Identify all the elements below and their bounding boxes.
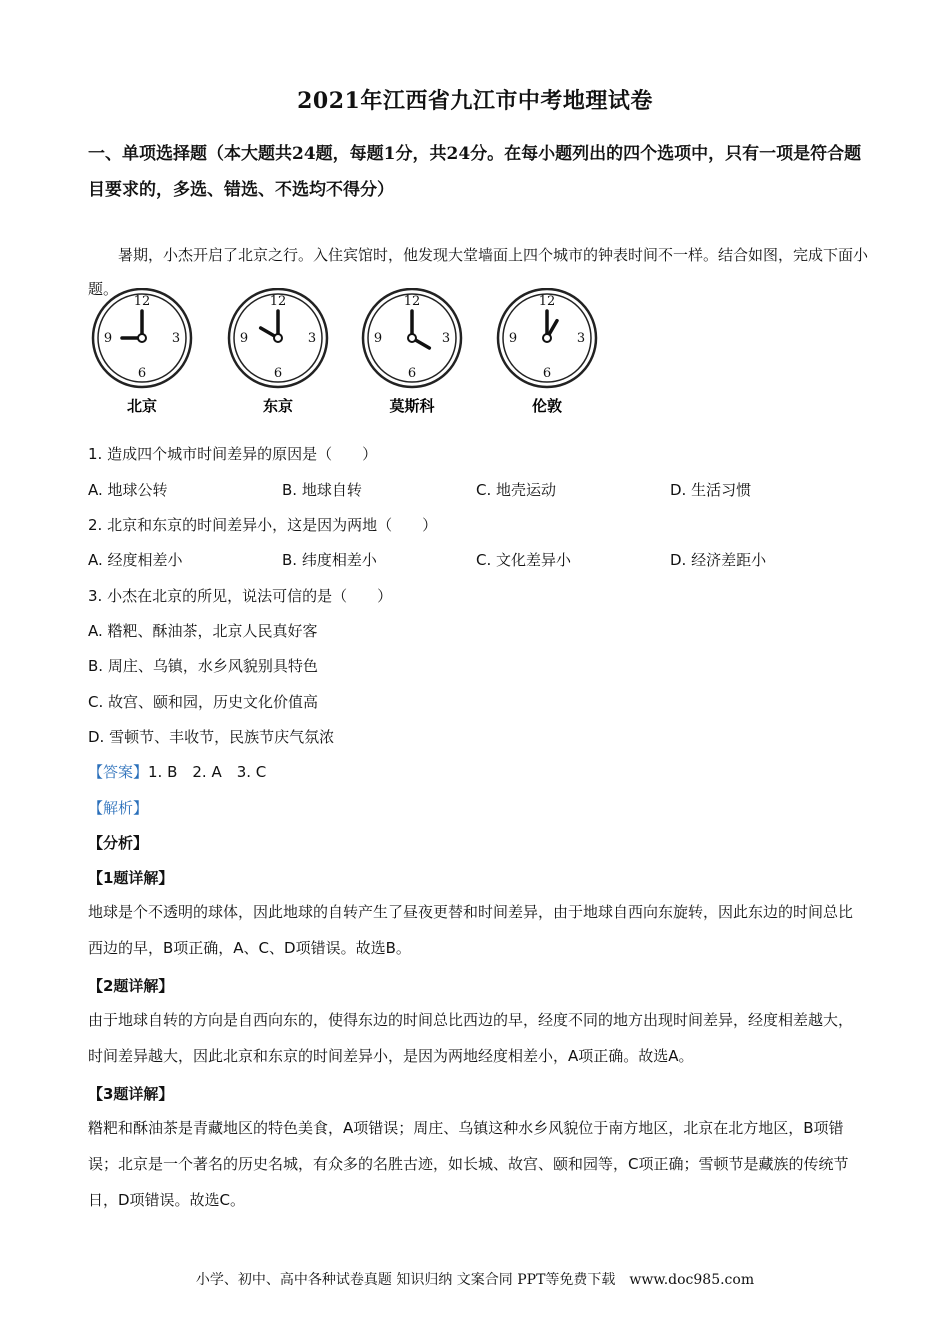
detail-2-text: 由于地球自转的方向是自西向东的，使得东边的时间总比西边的早，经度不同的地方出现时间差异，经度相差越大，时间差异越大，因此北京和东京的时间差异小，是因为两地经度相差小，A项正确。故选A。 xyxy=(88,1011,854,1065)
page-title: 2021年江西省九江市中考地理试卷 xyxy=(297,88,653,114)
question-intro: 暑期，小杰开启了北京之行。入住宾馆时，他发现大堂墙面上四个城市的钟表时间不一样。结合如图，完成下面小题。 xyxy=(88,246,869,298)
detail-3-label: 【3题详解】 xyxy=(88,1085,174,1103)
clock-numeral-12: 12 xyxy=(133,294,151,309)
clock-moscow xyxy=(363,289,461,387)
clock-numeral-12: 12 xyxy=(403,294,421,309)
question-3-option-a: A. 糌粑、酥油茶，北京人民真好客 xyxy=(88,622,318,640)
city-label-beijing: 北京 xyxy=(126,397,158,415)
clock-numeral-6: 6 xyxy=(407,366,417,381)
clock-numeral-6: 6 xyxy=(273,366,283,381)
clock-numeral-9: 9 xyxy=(239,331,249,346)
clock-numeral-3: 3 xyxy=(576,331,586,346)
detail-3-text: 糌粑和酥油茶是青藏地区的特色美食，A项错误；周庄、乌镇这种水乡风貌位于南方地区，北京在北方地区，B项错误；北京是一个著名的历史名城，有众多的名胜古迹，如长城、故宫、颐和园等，C项正确；雪顿节是藏族的传统节日，D项错误。故选C。 xyxy=(88,1119,849,1209)
clock-numeral-3: 3 xyxy=(171,331,181,346)
question-3-stem: 3. 小杰在北京的所见，说法可信的是（ ） xyxy=(88,587,393,605)
clock-center-tokyo xyxy=(274,334,282,342)
clock-center-beijing xyxy=(138,334,146,342)
clock-numeral-9: 9 xyxy=(373,331,383,346)
detail-1-label: 【1题详解】 xyxy=(88,869,174,887)
clock-london xyxy=(498,289,596,387)
detail-1-text: 地球是个不透明的球体，因此地球的自转产生了昼夜更替和时间差异，由于地球自西向东旋转，因此东边的时间总比西边的早，B项正确，A、C、D项错误。故选B。 xyxy=(88,903,854,957)
answer-label: 【答案】 xyxy=(88,763,149,781)
clock-numeral-9: 9 xyxy=(103,331,113,346)
fenxi-label: 【分析】 xyxy=(88,834,149,852)
section-heading: 一、单项选择题（本大题共24题，每题1分，共24分。在每小题列出的四个选项中，只有一项是符合题目要求的，多选、错选、不选均不得分） xyxy=(88,144,862,200)
clock-numeral-12: 12 xyxy=(538,294,556,309)
clock-center-london xyxy=(543,334,551,342)
answer-line xyxy=(88,761,266,783)
clock-numeral-3: 3 xyxy=(441,331,451,346)
question-2-option-a: A. 经度相差小 xyxy=(88,551,183,569)
question-3-option-b: B. 周庄、乌镇，水乡风貌别具特色 xyxy=(88,657,318,675)
clock-tokyo xyxy=(229,289,327,387)
clock-numeral-6: 6 xyxy=(542,366,552,381)
question-2-option-d: D. 经济差距小 xyxy=(670,551,767,569)
question-2-option-c: C. 文化差异小 xyxy=(476,551,572,569)
city-label-moscow: 莫斯科 xyxy=(389,397,435,415)
question-1-option-c: C. 地壳运动 xyxy=(476,481,557,499)
question-3-option-c: C. 故宫、颐和园，历史文化价值高 xyxy=(88,693,319,711)
clock-center-moscow xyxy=(408,334,416,342)
clock-beijing xyxy=(93,289,191,387)
clock-numeral-6: 6 xyxy=(137,366,147,381)
question-2-stem: 2. 北京和东京的时间差异小，这是因为两地（ ） xyxy=(88,516,438,534)
question-1-option-d: D. 生活习惯 xyxy=(670,481,752,499)
city-label-tokyo: 东京 xyxy=(262,397,294,415)
city-label-london: 伦敦 xyxy=(531,397,563,415)
analysis-label: 【解析】 xyxy=(88,799,149,817)
answer-text: 1. B 2. A 3. C xyxy=(148,763,267,781)
page-footer: 小学、初中、高中各种试卷真题 知识归纳 文案合同 PPT等免费下载 www.doc985.com xyxy=(195,1272,755,1288)
clock-numeral-9: 9 xyxy=(508,331,518,346)
clock-numeral-12: 12 xyxy=(269,294,287,309)
question-1-stem: 1. 造成四个城市时间差异的原因是（ ） xyxy=(88,445,378,463)
clock-numeral-3: 3 xyxy=(307,331,317,346)
question-2-option-b: B. 纬度相差小 xyxy=(282,551,377,569)
question-1-option-a: A. 地球公转 xyxy=(88,481,168,499)
question-3-option-d: D. 雪顿节、丰收节，民族节庆气氛浓 xyxy=(88,728,335,746)
detail-2-label: 【2题详解】 xyxy=(88,977,174,995)
question-1-option-b: B. 地球自转 xyxy=(282,481,362,499)
clock-figure xyxy=(84,288,614,423)
